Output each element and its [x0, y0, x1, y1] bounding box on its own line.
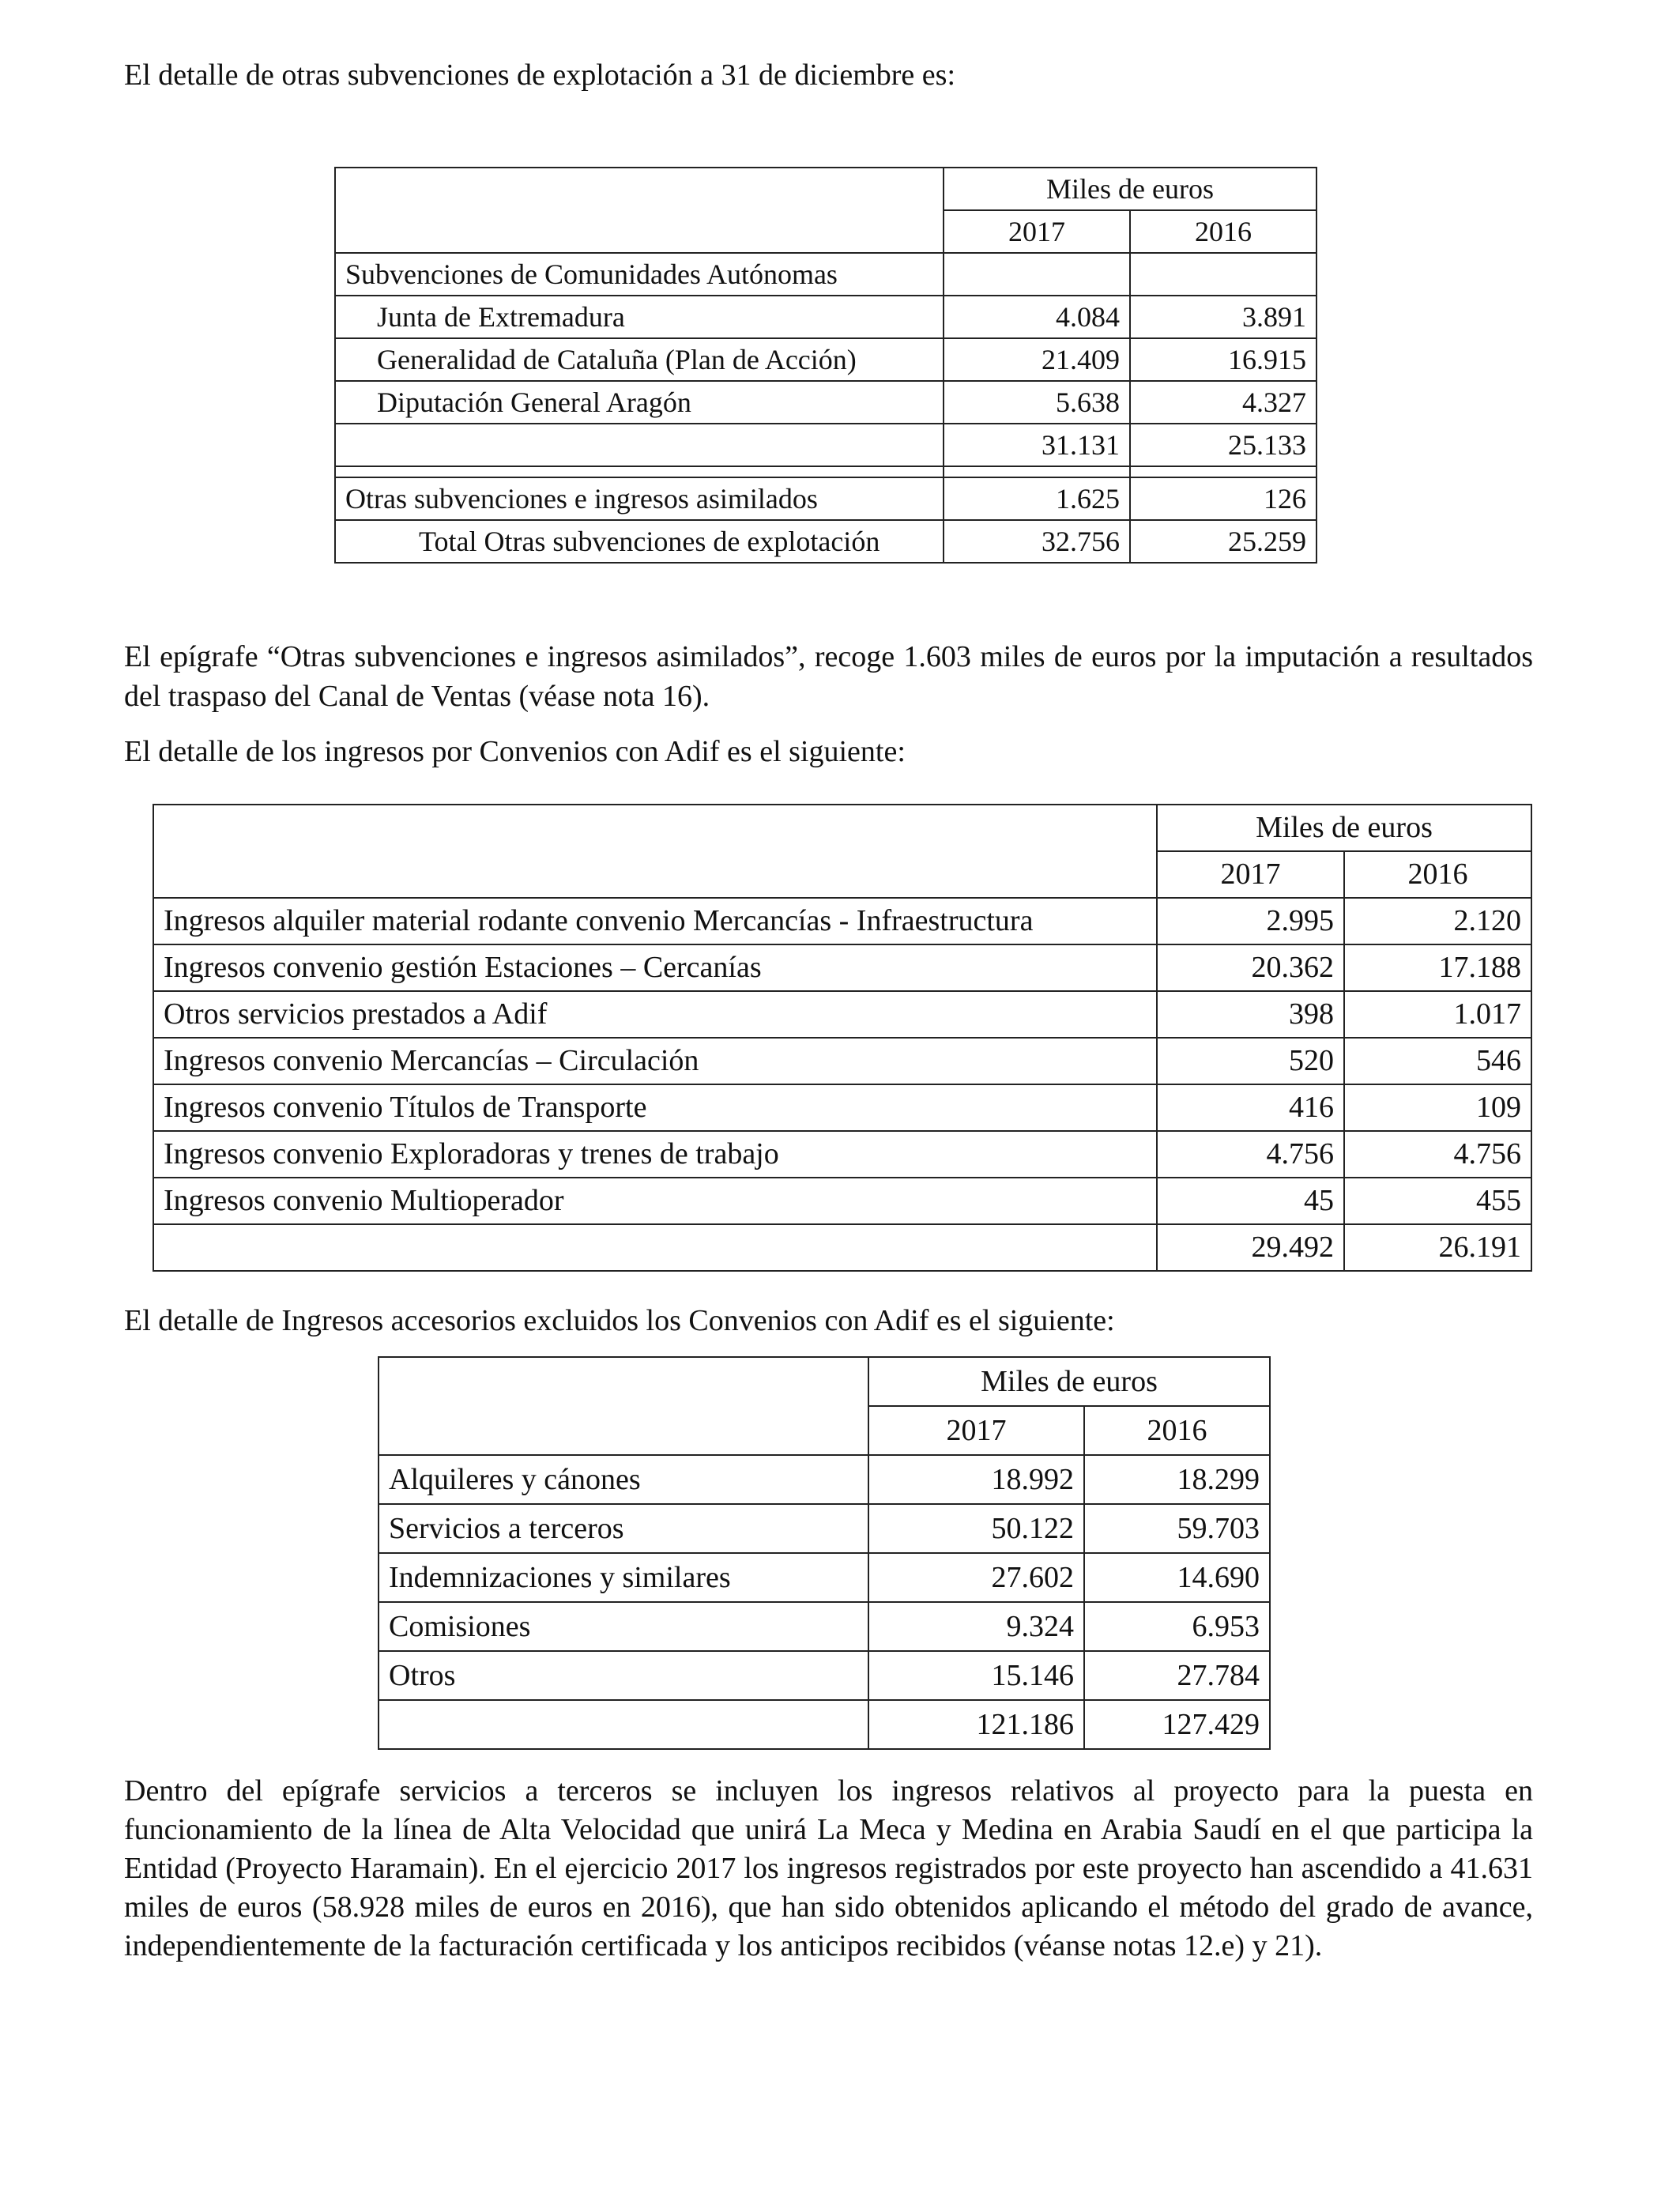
total-2016: 26.191 [1344, 1224, 1531, 1271]
row-label: Generalidad de Cataluña (Plan de Acción) [335, 338, 944, 381]
value-2016: 3.891 [1130, 296, 1317, 338]
empty-cell [944, 253, 1130, 296]
row-label: Comisiones [379, 1602, 868, 1651]
row-label: Otros servicios prestados a Adif [153, 991, 1157, 1038]
total-2017: 29.492 [1157, 1224, 1344, 1271]
table-row [335, 381, 1317, 424]
value-2017: 15.146 [868, 1651, 1084, 1700]
value-2016: 126 [1130, 477, 1317, 520]
empty-cell [1130, 253, 1317, 296]
table-row [335, 338, 1317, 381]
spacer-cell [335, 466, 944, 477]
header-blank-cell [153, 805, 1157, 898]
value-2017: 18.992 [868, 1455, 1084, 1504]
row-label: Otros [379, 1651, 868, 1700]
total-label: Total Otras subvenciones de explotación [335, 520, 944, 563]
table-row [335, 477, 1317, 520]
empty-cell [153, 1224, 1157, 1271]
value-2016: 546 [1344, 1038, 1531, 1084]
total-2017: 32.756 [944, 520, 1130, 563]
year-2017-header: 2017 [944, 210, 1130, 253]
table-row [335, 296, 1317, 338]
table-row [153, 1084, 1531, 1131]
table-row [379, 1455, 1270, 1504]
table-row [153, 991, 1531, 1038]
value-2016: 6.953 [1084, 1602, 1270, 1651]
row-label: Alquileres y cánones [379, 1455, 868, 1504]
total-row [153, 1224, 1531, 1271]
value-2016: 109 [1344, 1084, 1531, 1131]
value-2017: 27.602 [868, 1553, 1084, 1602]
value-2016: 59.703 [1084, 1504, 1270, 1553]
value-2017: 4.756 [1157, 1131, 1344, 1178]
row-label: Diputación General Aragón [335, 381, 944, 424]
value-2017: 398 [1157, 991, 1344, 1038]
unit-header: Miles de euros [944, 168, 1317, 210]
header-blank-cell [379, 1357, 868, 1455]
header-blank-cell [335, 168, 944, 253]
value-2016: 16.915 [1130, 338, 1317, 381]
table-ingresos-accesorios [378, 1356, 1271, 1750]
row-label: Indemnizaciones y similares [379, 1553, 868, 1602]
table-header-row [153, 805, 1531, 851]
empty-cell [335, 424, 944, 466]
row-label: Otras subvenciones e ingresos asimilados [335, 477, 944, 520]
year-2017-header: 2017 [1157, 851, 1344, 898]
value-2016: 2.120 [1344, 898, 1531, 944]
row-label: Ingresos convenio gestión Estaciones – Cercanías [153, 944, 1157, 991]
value-2016: 14.690 [1084, 1553, 1270, 1602]
year-2016-header: 2016 [1130, 210, 1317, 253]
row-label: Ingresos convenio Exploradoras y trenes de trabajo [153, 1131, 1157, 1178]
table-row [153, 944, 1531, 991]
total-row [335, 520, 1317, 563]
spacer-cell [1130, 466, 1317, 477]
value-2017: 4.084 [944, 296, 1130, 338]
value-2016: 27.784 [1084, 1651, 1270, 1700]
value-2017: 9.324 [868, 1602, 1084, 1651]
row-label: Ingresos convenio Mercancías – Circulación [153, 1038, 1157, 1084]
value-2016: 455 [1344, 1178, 1531, 1224]
value-2016: 18.299 [1084, 1455, 1270, 1504]
table-header-row [379, 1357, 1270, 1406]
row-label: Junta de Extremadura [335, 296, 944, 338]
table-convenios-adif [153, 804, 1532, 1272]
paragraph-otras-subvenciones: El epígrafe “Otras subvenciones e ingresos asimilados”, recoge 1.603 miles de euros por la imputación a resultados del traspaso del Canal de Ventas (véase nota 16). [124, 640, 1533, 713]
total-2016: 127.429 [1084, 1700, 1270, 1749]
spacer-cell [944, 466, 1130, 477]
table-header-row [335, 168, 1317, 210]
table-row [379, 1651, 1270, 1700]
total-row [379, 1700, 1270, 1749]
table-row [153, 1131, 1531, 1178]
year-2016-header: 2016 [1084, 1406, 1270, 1455]
spacer-row [335, 466, 1317, 477]
intro-paragraph-1: El detalle de otras subvenciones de explotación a 31 de diciembre es: [124, 58, 956, 92]
table-row [379, 1602, 1270, 1651]
table-row [153, 1178, 1531, 1224]
row-label: Ingresos convenio Títulos de Transporte [153, 1084, 1157, 1131]
value-2017: 50.122 [868, 1504, 1084, 1553]
year-2017-header: 2017 [868, 1406, 1084, 1455]
total-2017: 121.186 [868, 1700, 1084, 1749]
table-row [379, 1553, 1270, 1602]
value-2017: 5.638 [944, 381, 1130, 424]
value-2017: 20.362 [1157, 944, 1344, 991]
value-2017: 520 [1157, 1038, 1344, 1084]
value-2017: 416 [1157, 1084, 1344, 1131]
subtotal-2016: 25.133 [1130, 424, 1317, 466]
value-2016: 1.017 [1344, 991, 1531, 1038]
value-2017: 1.625 [944, 477, 1130, 520]
unit-header: Miles de euros [868, 1357, 1270, 1406]
value-2016: 17.188 [1344, 944, 1531, 991]
total-2016: 25.259 [1130, 520, 1317, 563]
row-label: Servicios a terceros [379, 1504, 868, 1553]
row-label: Ingresos convenio Multioperador [153, 1178, 1157, 1224]
intro-paragraph-3: El detalle de Ingresos accesorios excluidos los Convenios con Adif es el siguiente: [124, 1304, 1115, 1337]
subtotal-2017: 31.131 [944, 424, 1130, 466]
intro-paragraph-2: El detalle de los ingresos por Convenios con Adif es el siguiente: [124, 735, 906, 768]
table-otras-subvenciones [334, 167, 1317, 564]
value-2017: 45 [1157, 1178, 1344, 1224]
table-row [335, 253, 1317, 296]
table-row [153, 898, 1531, 944]
value-2017: 2.995 [1157, 898, 1344, 944]
paragraph-haramain: Dentro del epígrafe servicios a terceros se incluyen los ingresos relativos al proyecto para la puesta en funcionamiento de la línea de Alta Velocidad que unirá La Meca y Medina en Arabia Saudí en el que participa la Entidad (Proyecto Haramain). En el ejercicio 2017 los ingresos registrados por este proyecto han ascendido a 41.631 miles de euros (58.928 miles de euros en 2016), que han sido obtenidos aplicando el método del grado de avance, independientemente de la facturación certificada y los anticipos recibidos (véanse notas 12.e) y 21). [124, 1774, 1533, 1962]
unit-header: Miles de euros [1157, 805, 1531, 851]
table-row [153, 1038, 1531, 1084]
subtotal-row [335, 424, 1317, 466]
value-2016: 4.327 [1130, 381, 1317, 424]
value-2017: 21.409 [944, 338, 1130, 381]
value-2016: 4.756 [1344, 1131, 1531, 1178]
row-label: Ingresos alquiler material rodante convenio Mercancías - Infraestructura [153, 898, 1157, 944]
empty-cell [379, 1700, 868, 1749]
section-label: Subvenciones de Comunidades Autónomas [335, 253, 944, 296]
table-row [379, 1504, 1270, 1553]
year-2016-header: 2016 [1344, 851, 1531, 898]
